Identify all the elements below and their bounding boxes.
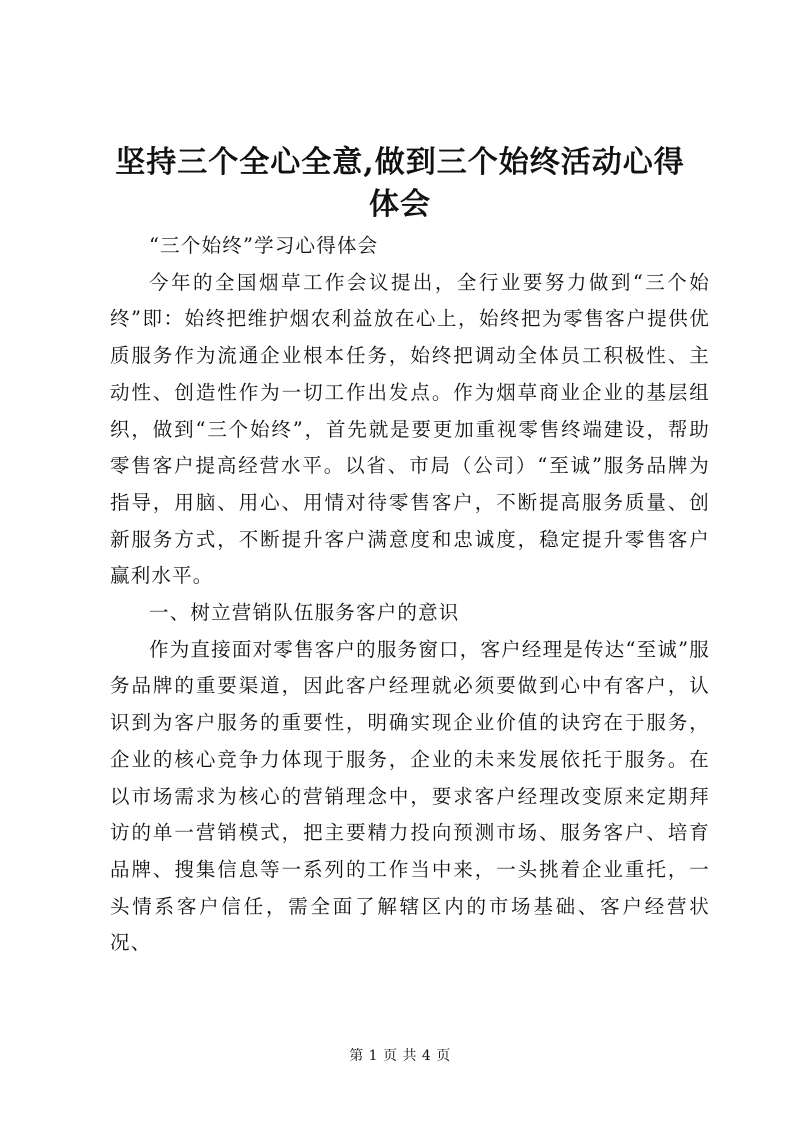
intro-paragraph: 今年的全国烟草工作会议提出，全行业要努力做到“三个始终”即：始终把维护烟农利益放在心上，始终把为零售客户提供优质服务作为流通企业根本任务，始终把调动全体员工积极性、主动性、创造性作为一切工作出发点。作为烟草商业企业的基层组织，做到“三个始终”，首先就是要更加重视零售终端建设，帮助零售客户提高经营水平。以省、市局（公司）“至诚”服务品牌为指导，用脑、用心、用情对待零售客户，不断提高服务质量、创新服务方式，不断提升客户满意度和忠诚度，稳定提升零售客户赢利水平。 bbox=[110, 270, 710, 588]
page-footer: 第 1 页 共 4 页 bbox=[349, 1048, 451, 1064]
subtitle-paragraph: “三个始终”学习心得体会 bbox=[149, 234, 379, 257]
document-title: 坚持三个全心全意,做到三个始终活动心得体会 bbox=[115, 145, 685, 222]
body-paragraph: 作为直接面对零售客户的服务窗口，客户经理是传达“至诚”服务品牌的重要渠道，因此客户经理就必须要做到心中有客户，认识到为客户服务的重要性，明确实现企业价值的诀窍在于服务，企业的核心竞争力体现于服务，企业的未来发展依托于服务。在以市场需求为核心的营销理念中，要求客户经理改变原来定期拜访的单一营销模式，把主要精力投向预测市场、服务客户、培育品牌、搜集信息等一系列的工作当中来，一头挑着企业重托，一头情系客户信任，需全面了解辖区内的市场基础、客户经营状况、 bbox=[110, 637, 710, 955]
section-heading: 一、树立营销队伍服务客户的意识 bbox=[149, 601, 460, 625]
document-body bbox=[110, 228, 710, 962]
